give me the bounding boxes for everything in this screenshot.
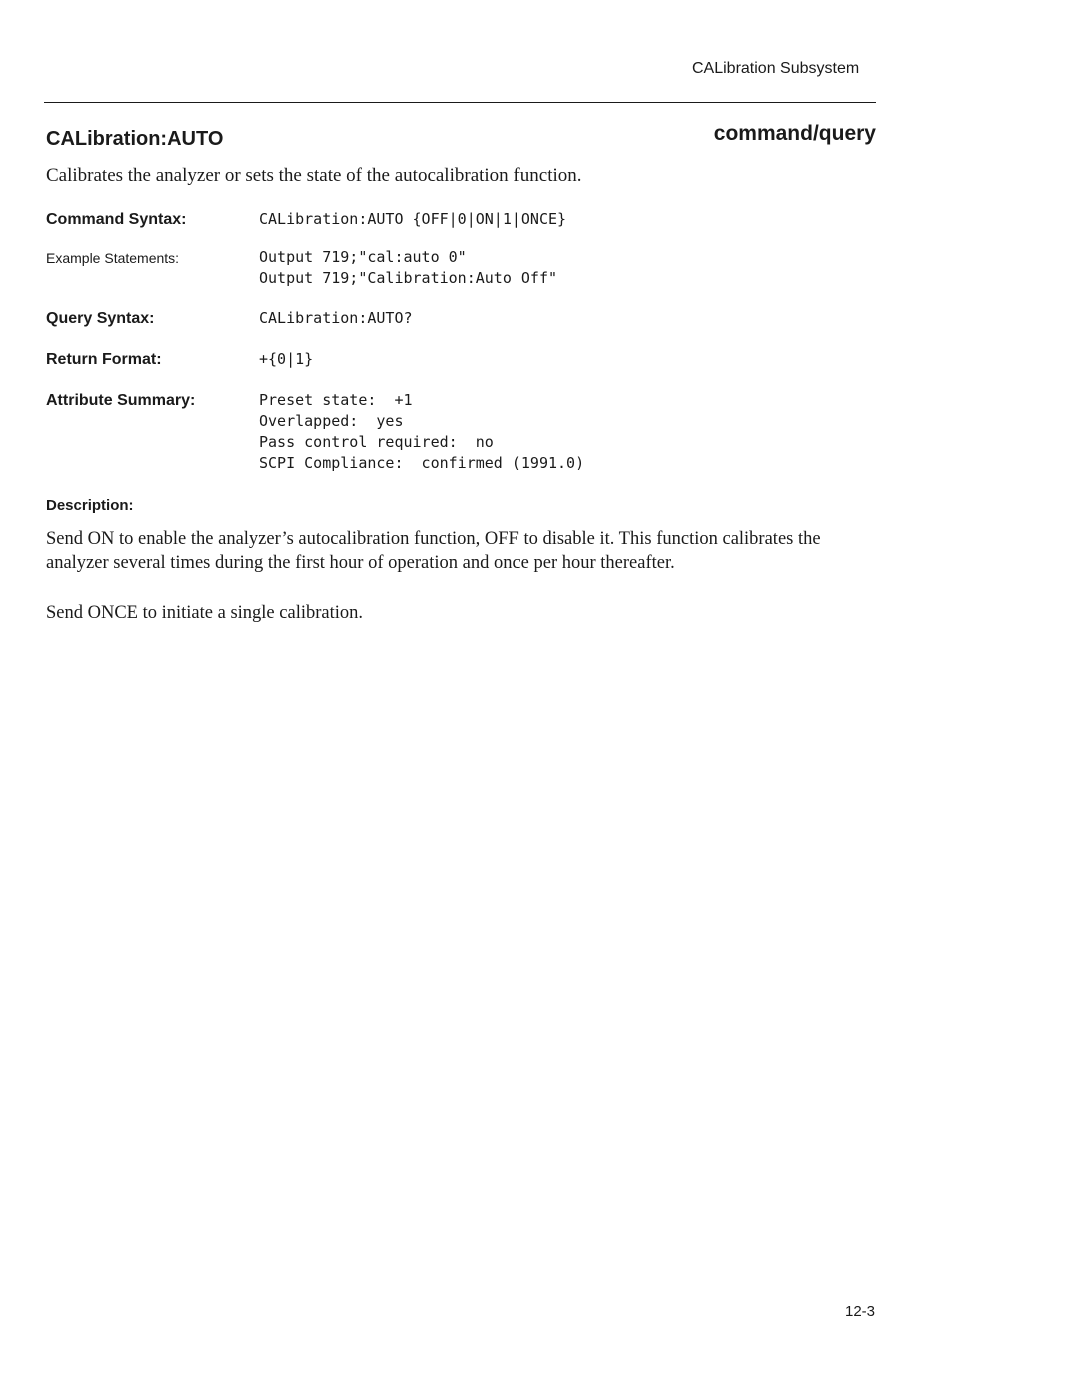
command-type: command/query [713, 122, 876, 145]
attribute-line: Pass control required: no [259, 433, 494, 451]
return-format-value: +{0|1} [259, 350, 314, 368]
header-rule [44, 102, 876, 103]
command-syntax-label: Command Syntax: [46, 211, 187, 228]
attribute-line: SCPI Compliance: confirmed (1991.0) [259, 454, 585, 472]
page-number: 12-3 [845, 1303, 876, 1320]
command-syntax-value: CALibration:AUTO {OFF|0|ON|1|ONCE} [259, 210, 567, 228]
running-header: CALibration Subsystem [692, 60, 860, 77]
query-syntax-value: CALibration:AUTO? [259, 309, 413, 327]
return-format-label: Return Format: [46, 351, 162, 368]
description-paragraph: Send ONCE to initiate a single calibration. [46, 603, 364, 623]
example-statement: Output 719;"Calibration:Auto Off" [259, 269, 558, 287]
description-paragraph: Send ON to enable the analyzer’s autocalibration function, OFF to disable it. This function calibrates the analyzer several times during the first hour of operation and once per hour thereafter. [46, 529, 821, 573]
command-title: CALibration:AUTO [46, 128, 224, 150]
example-statement: Output 719;"cal:auto 0" [259, 248, 467, 266]
example-statements-label: Example Statements: [46, 250, 180, 266]
attribute-line: Overlapped: yes [259, 412, 404, 430]
attribute-line: Preset state: +1 [259, 391, 413, 409]
query-syntax-label: Query Syntax: [46, 310, 155, 327]
command-intro: Calibrates the analyzer or sets the state of the autocalibration function. [46, 165, 582, 186]
description-label: Description: [46, 497, 134, 514]
attribute-summary-label: Attribute Summary: [46, 392, 196, 409]
